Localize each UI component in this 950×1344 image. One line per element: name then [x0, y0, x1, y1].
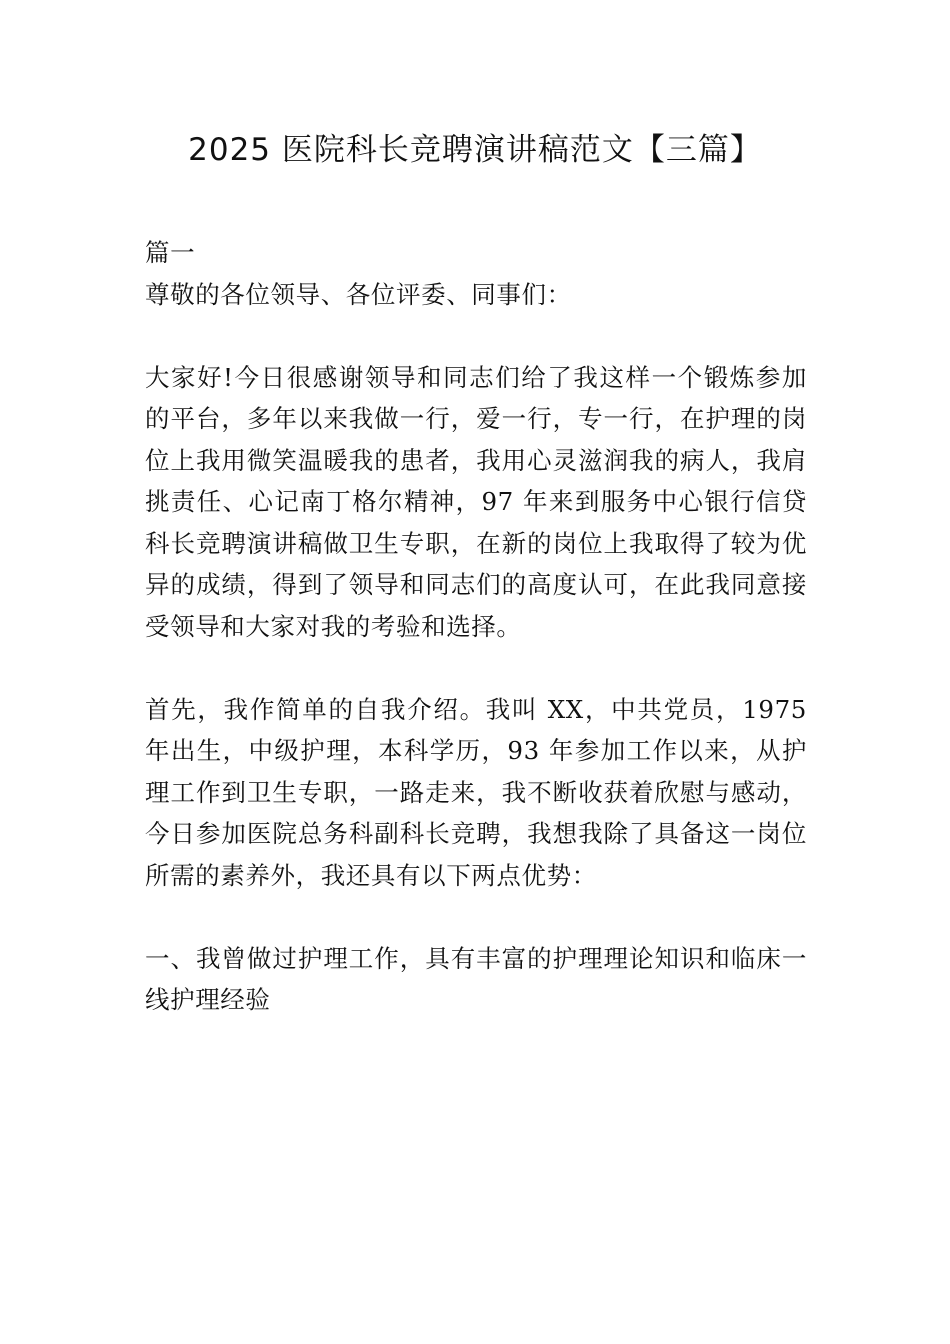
salutation: 尊敬的各位领导、各位评委、同事们： [145, 279, 572, 309]
document-title: 2025 医院科长竞聘演讲稿范文【三篇】 [188, 132, 762, 168]
section-label: 篇一 [145, 238, 196, 267]
paragraph-1: 大家好!今日很感谢领导和同志们给了我这样一个锻炼参加的平台，多年以来我做一行，爱一行，专一行，在护理的岗位上我用微笑温暖我的患者，我用心灵滋润我的病人，我肩挑责任、心记南丁格尔精神，97 年来到服务中心银行信贷科长竞聘演讲稿做卫生专职，在新的岗位上我取得了较为优异的成绩，得到了领导和同志们的高度认可，在此我同意接受领导和大家对我的考验和选择。 [145, 362, 807, 641]
paragraph-2: 首先，我作简单的自我介绍。我叫 XX，中共党员，1975 年出生，中级护理，本科学历，93 年参加工作以来，从护理工作到卫生专职，一路走来，我不断收获着欣慰与感动，今日参加医院总务科副科长竞聘，我想我除了具备这一岗位所需的素养外，我还具有以下两点优势： [145, 694, 807, 890]
document-body [145, 232, 807, 1021]
paragraph-3: 一、我曾做过护理工作，具有丰富的护理理论知识和临床一线护理经验 [145, 943, 807, 1014]
